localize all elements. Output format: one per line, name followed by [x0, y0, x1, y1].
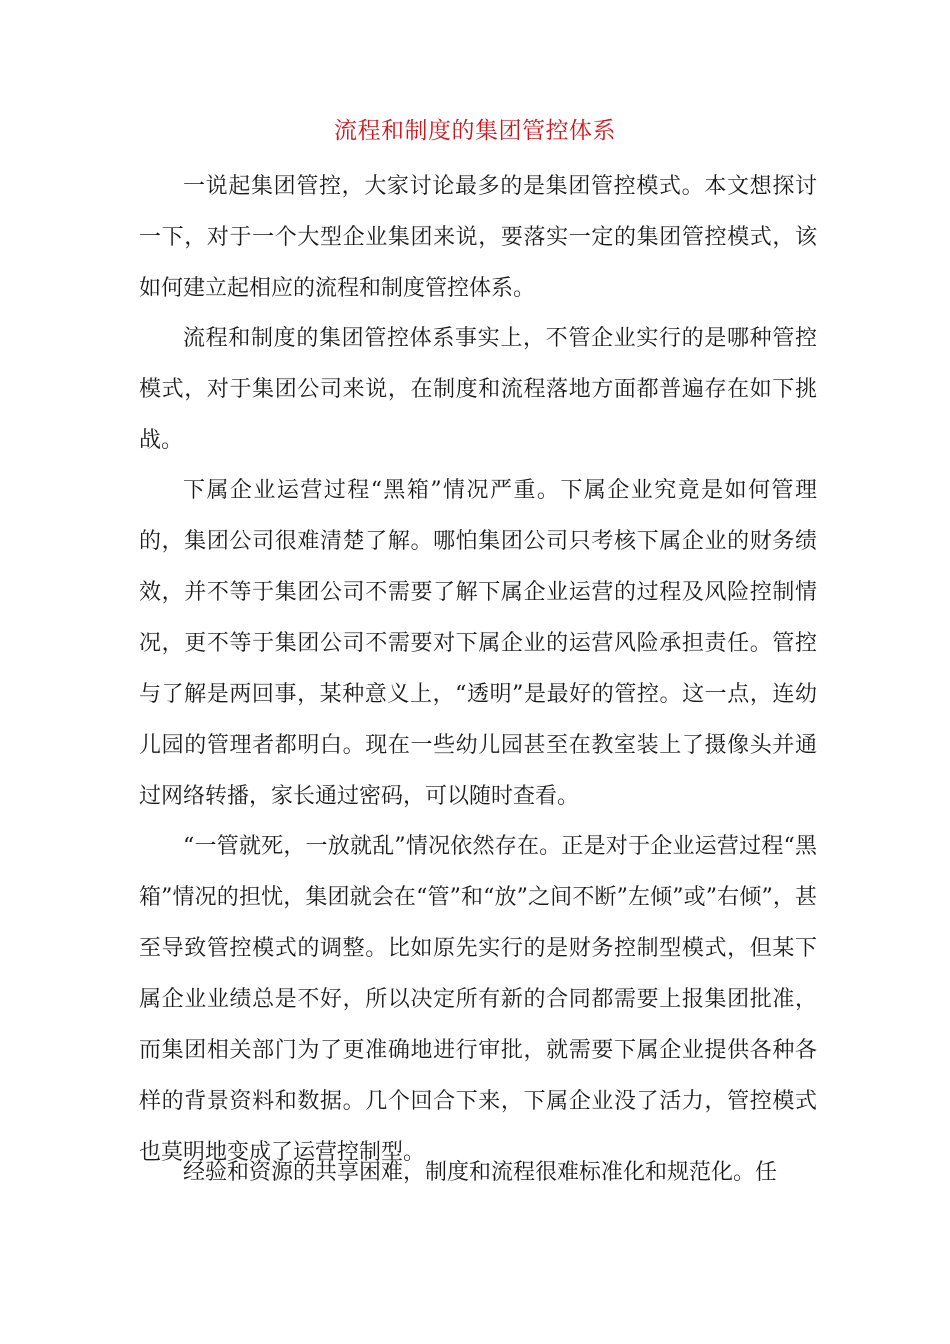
- paragraph-intro: 一说起集团管控，大家讨论最多的是集团管控模式。本文想探讨一下，对于一个大型企业集团来说，要落实一定的集团管控模式，该如何建立起相应的流程和制度管控体系。: [139, 174, 817, 301]
- paragraph-black-box: 下属企业运营过程“黑箱”情况严重。下属企业究竟是如何管理的，集团公司很难清楚了解。哪怕集团公司只考核下属企业的财务绩效，并不等于集团公司不需要了解下属企业运营的过程及风险控制情况，更不等于集团公司不需要对下属企业的运营风险承担责任。管控与了解是两回事，某种意义上，“透明”是最好的管控。这一点，连幼儿园的管理者都明白。现在一些幼儿园甚至在教室装上了摄像头并通过网络转播，家长通过密码，可以随时查看。: [139, 478, 817, 809]
- document-title: 流程和制度的集团管控体系: [334, 118, 616, 144]
- paragraph-sharing: 经验和资源的共享困难，制度和流程很难标准化和规范化。任: [183, 1160, 778, 1185]
- paragraph-control-balance: “一管就死，一放就乱”情况依然存在。正是对于企业运营过程“黑箱”情况的担忧，集团就会在“管”和“放”之间不断”左倾”或”右倾”，甚至导致管控模式的调整。比如原先实行的是财务控制型模式，但某下属企业业绩总是不好，所以决定所有新的合同都需要上报集团批准，而集团相关部门为了更准确地进行审批，就需要下属企业提供各种各样的背景资料和数据。几个回合下来，下属企业没了活力，管控模式也莫明地变成了运营控制型。: [139, 834, 817, 1165]
- paragraph-challenges: 流程和制度的集团管控体系事实上，不管企业实行的是哪种管控模式，对于集团公司来说，在制度和流程落地方面都普遍存在如下挑战。: [139, 326, 817, 453]
